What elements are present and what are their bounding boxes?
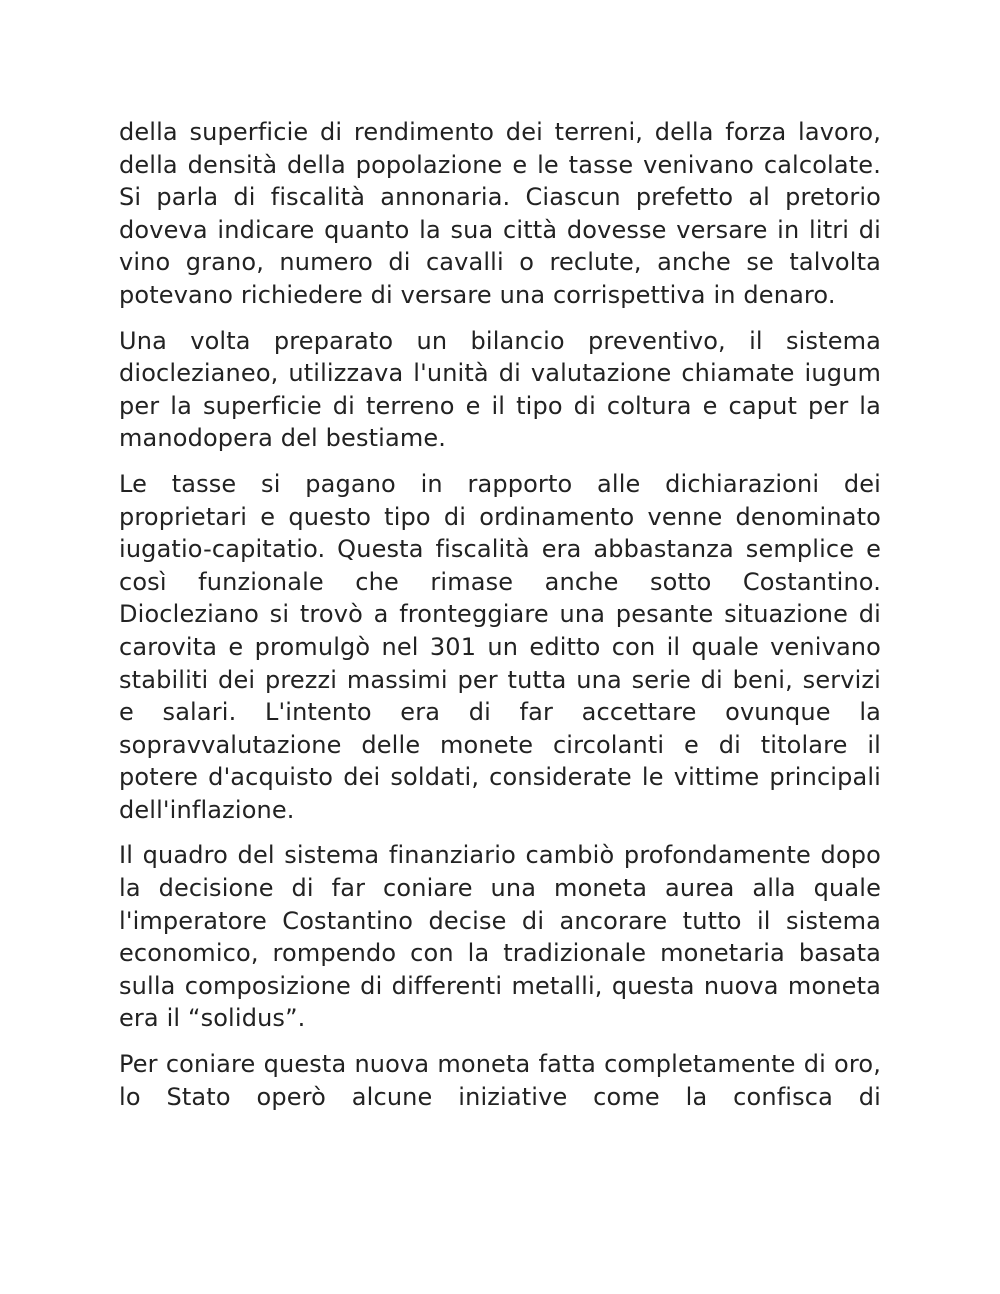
paragraph-5: Per coniare questa nuova moneta fatta completamente di oro, lo Stato operò alcune iniziative come la confisca di: [119, 1050, 881, 1111]
paragraph-3: Le tasse si pagano in rapporto alle dichiarazioni dei proprietari e questo tipo di ordinamento venne denominato iugatio-capitatio. Questa fiscalità era abbastanza semplice e così funzionale che rimase anche sotto Costantino. Diocleziano si trovò a fronteggiare una pesante situazione di carovita e promulgò nel 301 un editto con il quale venivano stabiliti dei prezzi massimi per tutta una serie di beni, servizi e salari. L'intento era di far accettare ovunque la sopravvalutazione delle monete circolanti e di titolare il potere d'acquisto dei soldati, considerate le vittime principali dell'inflazione.: [119, 469, 881, 824]
paragraph-1: della superficie di rendimento dei terreni, della forza lavoro, della densità della popolazione e le tasse venivano calcolate. Si parla di fiscalità annonaria. Ciascun prefetto al pretorio doveva indicare quanto la sua città dovesse versare in litri di vino grano, numero di cavalli o reclute, anche se talvolta potevano richiedere di versare una corrispettiva in denaro.: [119, 118, 881, 309]
document-body: [119, 116, 881, 1126]
paragraph-4: Il quadro del sistema finanziario cambiò profondamente dopo la decisione di far coniare una moneta aurea alla quale l'imperatore Costantino decise di ancorare tutto il sistema economico, rompendo con la tradizionale monetaria basata sulla composizione di differenti metalli, questa nuova moneta era il “solidus”.: [119, 841, 881, 1033]
paragraph-2: Una volta preparato un bilancio preventivo, il sistema dioclezianeo, utilizzava l'unità di valutazione chiamate iugum per la superficie di terreno e il tipo di coltura e caput per la manodopera del bestiame.: [119, 326, 881, 453]
